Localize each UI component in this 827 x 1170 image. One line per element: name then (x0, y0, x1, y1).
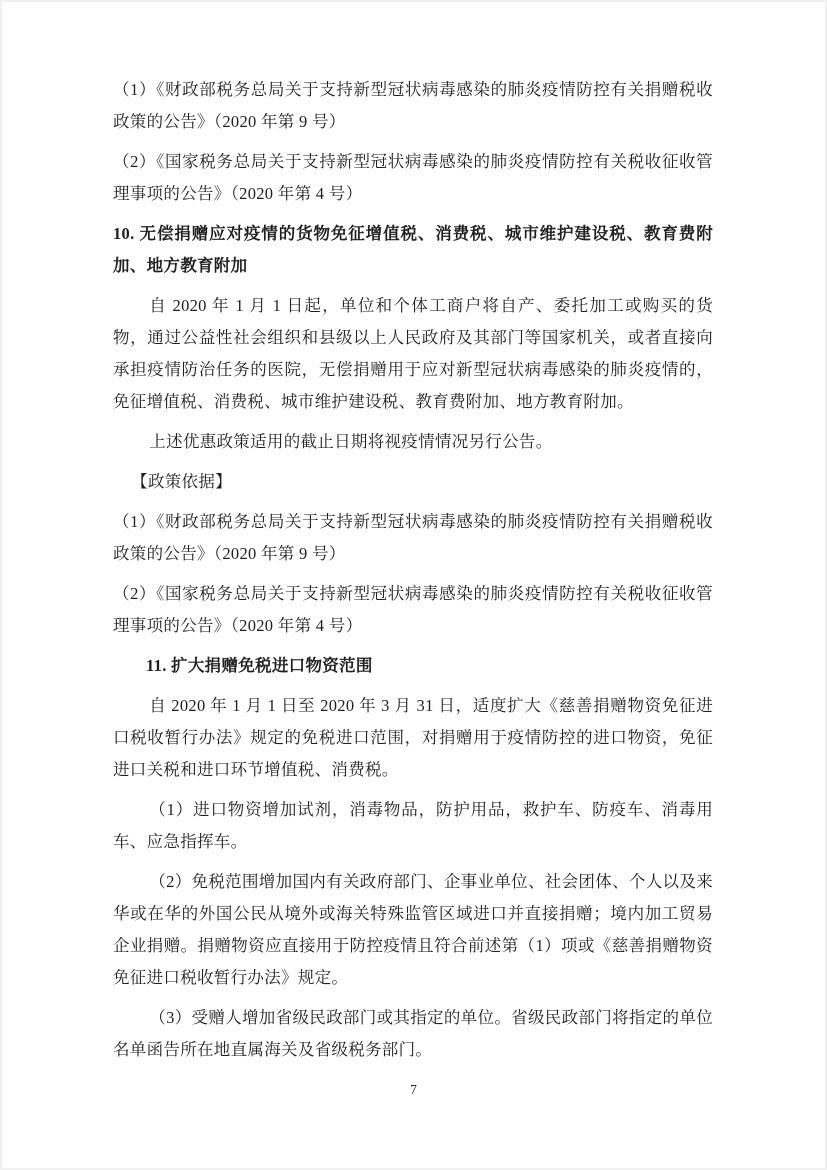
section-11-paragraph-1: 自 2020 年 1 月 1 日至 2020 年 3 月 31 日，适度扩大《慈善捐赠物资免征进口税收暂行办法》规定的免税进口范围，对捐赠用于疫情防控的进口物资，免征进口关税和进口环节增值税、消费税。 (113, 696, 713, 779)
page-number: 7 (410, 1082, 417, 1097)
ref-item-2: （2）《国家税务总局关于支持新型冠状病毒感染的肺炎疫情防控有关税收征收管理事项的公告》（2020 年第 4 号） (113, 152, 713, 203)
section-11-item-3: （3）受赠人增加省级民政部门或其指定的单位。省级民政部门将指定的单位名单函告所在地直属海关及省级税务部门。 (113, 1008, 713, 1059)
section-10-paragraph-1: 自 2020 年 1 月 1 日起，单位和个体工商户将自产、委托加工或购买的货物，通过公益性社会组织和县级以上人民政府及其部门等国家机关，或者直接向承担疫情防治任务的医院，无偿捐赠用于应对新型冠状病毒感染的肺炎疫情的，免征增值税、消费税、城市维护建设税、教育费附加、地方教育附加。 (113, 296, 713, 411)
section-10-heading: 10. 无偿捐赠应对疫情的货物免征增值税、消费税、城市维护建设税、教育费附加、地方教育附加 (113, 224, 713, 275)
ref-item-1: （1）《财政部税务总局关于支持新型冠状病毒感染的肺炎疫情防控有关捐赠税收政策的公告》（2020 年第 9 号） (113, 80, 713, 131)
section-10-paragraph-2: 上述优惠政策适用的截止日期将视疫情情况另行公告。 (149, 432, 553, 451)
document-body (113, 74, 713, 1074)
policy-basis-label: 【政策依据】 (131, 472, 232, 491)
section-11-heading: 11. 扩大捐赠免税进口物资范围 (146, 656, 373, 675)
policy-basis-ref-2: （2）《国家税务总局关于支持新型冠状病毒感染的肺炎疫情防控有关税收征收管理事项的公告》（2020 年第 4 号） (113, 584, 713, 635)
section-11-item-2: （2）免税范围增加国内有关政府部门、企事业单位、社会团体、个人以及来华或在华的外国公民从境外或海关特殊监管区域进口并直接捐赠；境内加工贸易企业捐赠。捐赠物资应直接用于防控疫情且符合前述第（1）项或《慈善捐赠物资免征进口税收暂行办法》规定。 (113, 872, 713, 987)
section-11-item-1: （1）进口物资增加试剂，消毒物品，防护用品，救护车、防疫车、消毒用车、应急指挥车。 (113, 800, 713, 851)
policy-basis-ref-1: （1）《财政部税务总局关于支持新型冠状病毒感染的肺炎疫情防控有关捐赠税收政策的公告》（2020 年第 9 号） (113, 512, 713, 563)
